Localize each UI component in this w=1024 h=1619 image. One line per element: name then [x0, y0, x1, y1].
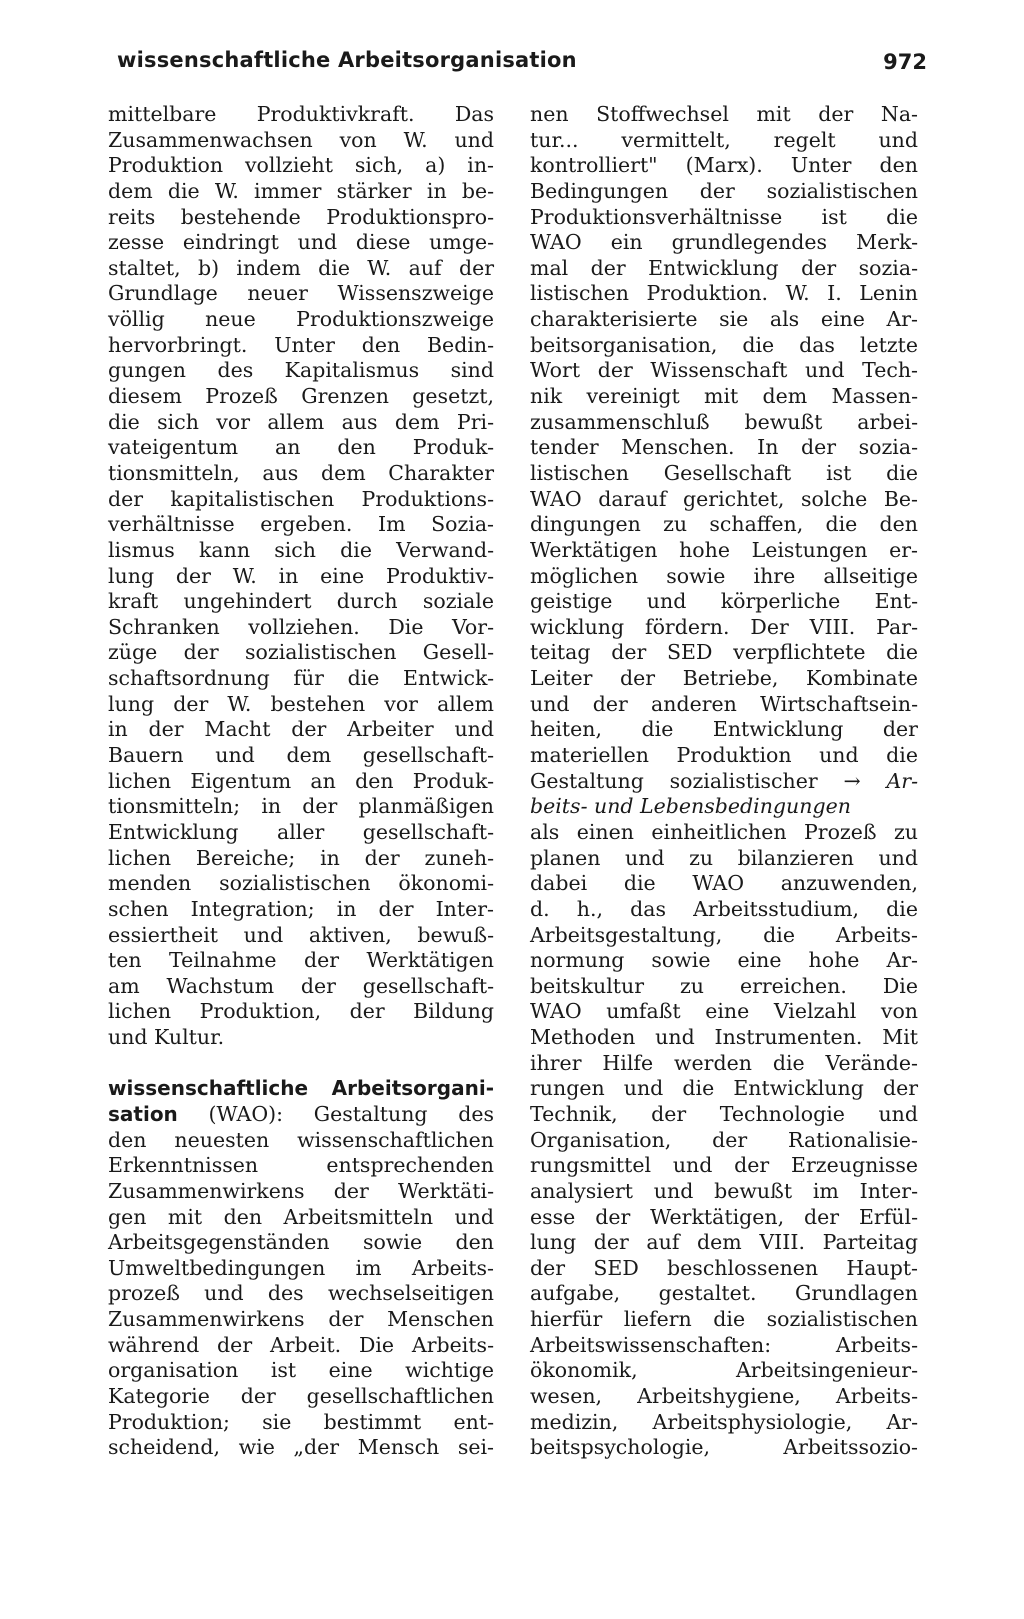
- text-line: Erkenntnissen entsprechenden: [108, 1153, 494, 1178]
- text-line: tionsmitteln; in der planmäßigen: [108, 794, 494, 819]
- text-line: tur... vermittelt, regelt und: [530, 127, 918, 152]
- text-line: tionsmitteln, aus dem Charakter: [108, 460, 494, 485]
- text-line: normung sowie eine hohe Ar-: [530, 948, 918, 973]
- cross-reference-line: [530, 769, 918, 795]
- text-line: esse der Werktätigen, der Erfül-: [530, 1204, 918, 1229]
- text-line: Wort der Wissenschaft und Tech-: [530, 358, 918, 383]
- text-line: ihrer Hilfe werden die Verände-: [530, 1050, 918, 1075]
- text-line: gungen des Kapitalismus sind: [108, 358, 494, 383]
- text-line: Grundlage neuer Wissenszweige: [108, 281, 494, 306]
- text-line: d. h., das Arbeitsstudium, die: [530, 896, 918, 921]
- text-line: Arbeitsgegenständen sowie den: [108, 1230, 494, 1255]
- text-line: rungsmittel und der Erzeugnisse: [530, 1153, 918, 1178]
- text-line: Zusammenwirkens der Menschen: [108, 1307, 494, 1332]
- text-line: scheidend, wie „der Mensch sei-: [108, 1435, 494, 1460]
- entry-body-text: [108, 1128, 494, 1461]
- page-number: 972: [883, 50, 927, 74]
- text-line: aufgabe, gestaltet. Grundlagen: [530, 1281, 918, 1306]
- text-line: möglichen sowie ihre allseitige: [530, 563, 918, 588]
- text-line: heiten, die Entwicklung der: [530, 717, 918, 742]
- text-line: der SED beschlossenen Haupt-: [530, 1255, 918, 1280]
- running-head-title: wissenschaftliche Arbeitsorganisation: [117, 48, 577, 72]
- text-line: beitsorganisation, die das letzte: [530, 332, 918, 357]
- text-line: menden sozialistischen ökonomi-: [108, 871, 494, 896]
- text-line: WAO darauf gerichtet, solche Be-: [530, 486, 918, 511]
- text-line: völlig neue Produktionszweige: [108, 307, 494, 332]
- text-line: und der anderen Wirtschaftsein-: [530, 691, 918, 716]
- text-line: lismus kann sich die Verwand-: [108, 537, 494, 562]
- text-line: rungen und die Entwicklung der: [530, 1076, 918, 1101]
- text-line: nik vereinigt mit dem Massen-: [530, 384, 918, 409]
- text-line: prozeß und des wechselseitigen: [108, 1281, 494, 1306]
- text-line: Zusammenwachsen von W. und: [108, 127, 494, 152]
- text-line: materiellen Produktion und die: [530, 743, 918, 768]
- cross-reference-term[interactable]: Ar-: [886, 768, 918, 793]
- text-line: am Wachstum der gesellschaft-: [108, 973, 494, 998]
- text-line: züge der sozialistischen Gesell-: [108, 640, 494, 665]
- text-line: Arbeitsgestaltung, die Arbeits-: [530, 922, 918, 947]
- text-line: beitspsychologie, Arbeitssozio-: [530, 1435, 918, 1460]
- text-line: hervorbringt. Unter den Bedin-: [108, 332, 494, 357]
- text-line: WAO ein grundlegendes Merk-: [530, 230, 918, 255]
- text-line: dabei die WAO anzuwenden,: [530, 871, 918, 896]
- text-line: beitskultur zu erreichen. Die: [530, 973, 918, 998]
- text-line: Produktion; sie bestimmt ent-: [108, 1409, 494, 1434]
- text-line: essiertheit und aktiven, bewuß-: [108, 922, 494, 947]
- left-column-text: [108, 102, 494, 1051]
- text-line: Technik, der Technologie und: [530, 1101, 918, 1126]
- text-line: Leiter der Betriebe, Kombinate: [530, 666, 918, 691]
- text-line: kontrolliert" (Marx). Unter den: [530, 153, 918, 178]
- text-line: gen mit den Arbeitsmitteln und: [108, 1204, 494, 1229]
- text-line: planen und zu bilanzieren und: [530, 845, 918, 870]
- text-line: reits bestehende Produktionspro-: [108, 204, 494, 229]
- text-line: lichen Produktion, der Bildung: [108, 999, 494, 1024]
- text-line: Entwicklung aller gesellschaft-: [108, 819, 494, 844]
- text-line: Schranken vollziehen. Die Vor-: [108, 614, 494, 639]
- right-column: [530, 102, 918, 1461]
- text-line: ten Teilnahme der Werktätigen: [108, 948, 494, 973]
- text-line: lung der W. in eine Produktiv-: [108, 563, 494, 588]
- text-line: schen Integration; in der Inter-: [108, 896, 494, 921]
- text-line: in der Macht der Arbeiter und: [108, 717, 494, 742]
- text-line: tender Menschen. In der sozia-: [530, 435, 918, 460]
- text-line: WAO umfaßt eine Vielzahl von: [530, 999, 918, 1024]
- text-line: dem die W. immer stärker in be-: [108, 178, 494, 203]
- text-line: analysiert und bewußt im Inter-: [530, 1178, 918, 1203]
- text-line: zusammenschluß bewußt arbei-: [530, 409, 918, 434]
- entry-heading-continued: sation: [108, 1101, 178, 1126]
- text-line: diesem Prozeß Grenzen gesetzt,: [108, 384, 494, 409]
- text-line: mittelbare Produktivkraft. Das: [108, 102, 494, 126]
- text-line: zesse eindringt und diese umge-: [108, 230, 494, 255]
- text-line: Arbeitswissenschaften: Arbeits-: [530, 1332, 918, 1357]
- entry-abbreviation: (WAO): Gestaltung des: [177, 1101, 494, 1126]
- cross-reference-term-continued[interactable]: beits- und Lebensbedingungen: [530, 794, 851, 819]
- text-line: vateigentum an den Produk-: [108, 435, 494, 460]
- text-line: die sich vor allem aus dem Pri-: [108, 409, 494, 434]
- running-header: [117, 48, 927, 84]
- text-line: mal der Entwicklung der sozia-: [530, 255, 918, 280]
- text-line: Bauern und dem gesellschaft-: [108, 743, 494, 768]
- text-line: den neuesten wissenschaftlichen: [108, 1127, 494, 1152]
- text-line: wicklung fördern. Der VIII. Par-: [530, 614, 918, 639]
- text-line: Werktätigen hohe Leistungen er-: [530, 537, 918, 562]
- text-line: Bedingungen der sozialistischen: [530, 178, 918, 203]
- text-line: Produktion vollzieht sich, a) in-: [108, 153, 494, 178]
- text-line: teitag der SED verpflichtete die: [530, 640, 918, 665]
- text-line: lichen Eigentum an den Produk-: [108, 768, 494, 793]
- text-line: Kategorie der gesellschaftlichen: [108, 1384, 494, 1409]
- entry-gap: [108, 1051, 494, 1077]
- text-line: geistige und körperliche Ent-: [530, 589, 918, 614]
- text-line: als einen einheitlichen Prozeß zu: [530, 819, 918, 844]
- text-line: lung der W. bestehen vor allem: [108, 691, 494, 716]
- text-line: Umweltbedingungen im Arbeits-: [108, 1255, 494, 1280]
- cross-reference-line-2: [530, 794, 918, 820]
- text-line: Zusammenwirkens der Werktäti-: [108, 1178, 494, 1203]
- text-line: lichen Bereiche; in der zuneh-: [108, 845, 494, 870]
- right-column-text-b: [530, 820, 918, 1461]
- text-line: während der Arbeit. Die Arbeits-: [108, 1332, 494, 1357]
- text-line: organisation ist eine wichtige: [108, 1358, 494, 1383]
- text-line: listischen Produktion. W. I. Lenin: [530, 281, 918, 306]
- text-line: ökonomik, Arbeitsingenieur-: [530, 1358, 918, 1383]
- text-line: hierfür liefern die sozialistischen: [530, 1307, 918, 1332]
- text-line: schaftsordnung für die Entwick-: [108, 666, 494, 691]
- text-line: Methoden und Instrumenten. Mit: [530, 1025, 918, 1050]
- text-line: staltet, b) indem die W. auf der: [108, 255, 494, 280]
- text-line: lung der auf dem VIII. Parteitag: [530, 1230, 918, 1255]
- entry-heading: wissenschaftliche Arbeitsorgani-: [108, 1076, 494, 1101]
- entry-first-line: [108, 1102, 494, 1128]
- right-column-text-a: [530, 102, 918, 769]
- text-line: listischen Gesellschaft ist die: [530, 460, 918, 485]
- text-line: wesen, Arbeitshygiene, Arbeits-: [530, 1384, 918, 1409]
- left-column: [108, 102, 494, 1461]
- text-line: dingungen zu schaffen, die den: [530, 512, 918, 537]
- entry-heading-line: [108, 1076, 494, 1102]
- cross-reference-prefix: Gestaltung sozialistischer →: [530, 768, 887, 793]
- text-line: charakterisierte sie als eine Ar-: [530, 307, 918, 332]
- text-line: medizin, Arbeitsphysiologie, Ar-: [530, 1409, 918, 1434]
- text-line: der kapitalistischen Produktions-: [108, 486, 494, 511]
- text-line: Organisation, der Rationalisie-: [530, 1127, 918, 1152]
- text-line: und Kultur.: [108, 1025, 225, 1050]
- text-line: Produktionsverhältnisse ist die: [530, 204, 918, 229]
- text-line: kraft ungehindert durch soziale: [108, 589, 494, 614]
- text-line: verhältnisse ergeben. Im Sozia-: [108, 512, 494, 537]
- text-line: nen Stoffwechsel mit der Na-: [530, 102, 918, 126]
